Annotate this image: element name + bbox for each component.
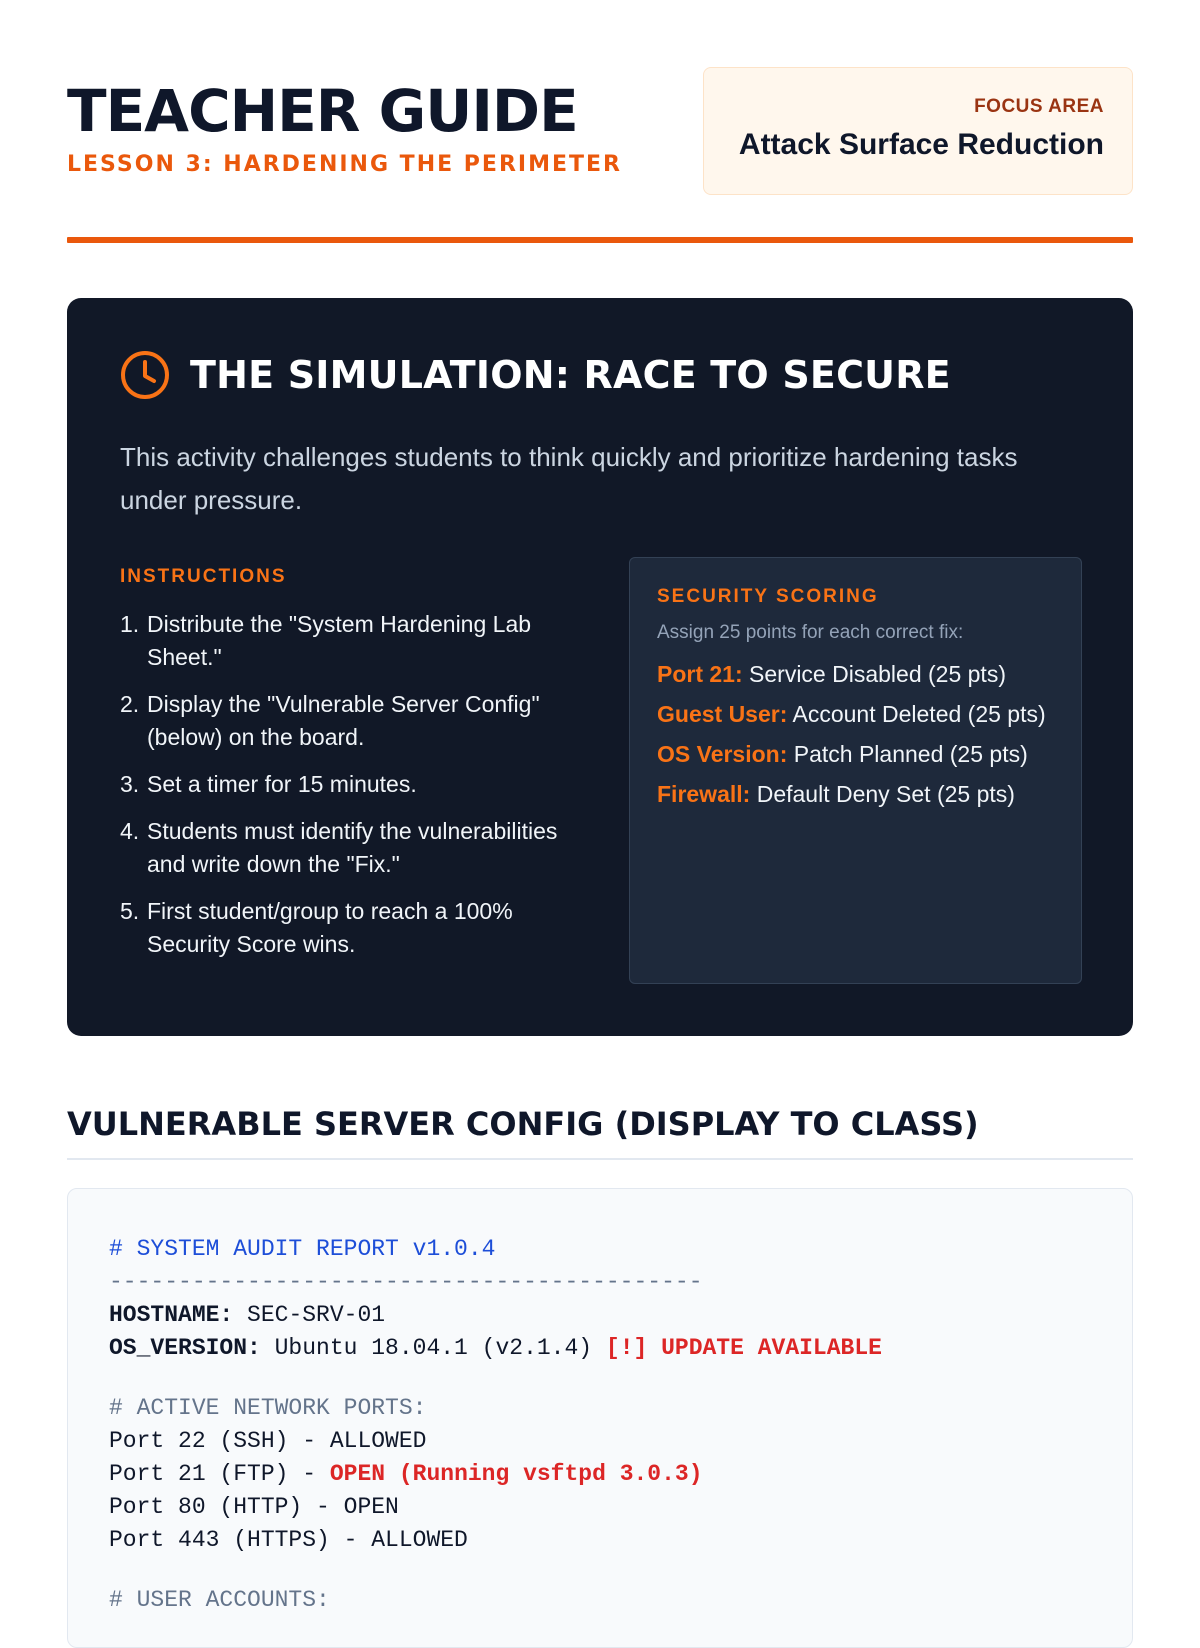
hostname-key: HOSTNAME: [109, 1302, 234, 1328]
instruction-item [120, 608, 590, 674]
scoring-item-key: OS Version: [657, 741, 788, 767]
report-header-line: # SYSTEM AUDIT REPORT v1.0.4 [109, 1236, 496, 1262]
instructions-column [120, 566, 590, 975]
scoring-item [657, 658, 1054, 691]
port-21-line [109, 1458, 1091, 1491]
security-scoring-box [629, 557, 1082, 984]
instruction-number: 4. [120, 818, 140, 844]
scoring-label: SECURITY SCORING [657, 586, 879, 607]
port-80-line: Port 80 (HTTP) - OPEN [109, 1494, 399, 1520]
instruction-number: 2. [120, 691, 140, 717]
audit-report-code-block [67, 1188, 1133, 1648]
instruction-text: Display the "Vulnerable Server Config" (below) on the board. [147, 691, 540, 750]
scoring-item-value: Default Deny Set (25 pts) [756, 781, 1015, 807]
scoring-item-key: Guest User: [657, 701, 788, 727]
users-header-line: # USER ACCOUNTS: [109, 1587, 330, 1613]
teacher-guide-page [67, 0, 1133, 1613]
section-divider [67, 1158, 1133, 1160]
instructions-label: INSTRUCTIONS [120, 566, 287, 587]
clock-icon [120, 350, 170, 400]
instruction-text: Set a timer for 15 minutes. [147, 771, 417, 797]
focus-area-value: Attack Surface Reduction [738, 128, 1104, 161]
scoring-item-key: Port 21: [657, 661, 743, 687]
instruction-text: First student/group to reach a 100% Security Score wins. [147, 898, 513, 957]
os-version-key: OS_VERSION: [109, 1335, 261, 1361]
instruction-item [120, 768, 590, 801]
port-443-line: Port 443 (HTTPS) - ALLOWED [109, 1527, 468, 1553]
simulation-title: THE SIMULATION: RACE TO SECURE [190, 353, 951, 397]
scoring-item [657, 778, 1054, 811]
scoring-item-value: Service Disabled (25 pts) [749, 661, 1006, 687]
page-title: TEACHER GUIDE [67, 77, 578, 145]
lesson-subtitle: LESSON 3: HARDENING THE PERIMETER [67, 152, 622, 177]
scoring-note: Assign 25 points for each correct fix: [657, 622, 964, 643]
instruction-text: Distribute the "System Hardening Lab Sheet." [147, 611, 532, 670]
hostname-line [109, 1299, 1091, 1332]
code-spacer [109, 1557, 1091, 1584]
page-header [67, 0, 1133, 245]
instruction-item [120, 815, 590, 881]
focus-area-box [703, 67, 1133, 195]
instruction-item [120, 688, 590, 754]
simulation-columns [120, 566, 1080, 1006]
instruction-item [120, 895, 590, 961]
simulation-heading [120, 350, 1080, 400]
os-update-alert: [!] UPDATE AVAILABLE [605, 1335, 882, 1361]
ports-header-line: # ACTIVE NETWORK PORTS: [109, 1395, 427, 1421]
os-version-value: Ubuntu 18.04.1 (v2.1.4) [260, 1335, 606, 1361]
instruction-number: 5. [120, 898, 140, 924]
port-21-alert: OPEN (Running vsftpd 3.0.3) [329, 1461, 703, 1487]
scoring-item [657, 738, 1054, 771]
hostname-value: SEC-SRV-01 [233, 1302, 386, 1328]
os-version-line [109, 1332, 1091, 1365]
simulation-intro: This activity challenges students to think quickly and prioritize hardening tasks under pressure. [120, 442, 1018, 515]
port-22-line: Port 22 (SSH) - ALLOWED [109, 1428, 427, 1454]
scoring-item-key: Firewall: [657, 781, 751, 807]
instruction-text: Students must identify the vulnerabilities and write down the "Fix." [147, 818, 558, 877]
report-divider-line: ------------------------------------------- [109, 1269, 703, 1295]
vulnerable-config-title: VULNERABLE SERVER CONFIG (DISPLAY TO CLASS) [67, 1105, 979, 1143]
scoring-item-value: Patch Planned (25 pts) [793, 741, 1028, 767]
code-spacer [109, 1365, 1091, 1392]
instructions-list [120, 608, 590, 961]
instruction-number: 1. [120, 611, 140, 637]
header-divider [67, 237, 1133, 243]
instruction-number: 3. [120, 771, 140, 797]
scoring-item-value: Account Deleted (25 pts) [792, 701, 1046, 727]
focus-area-label: FOCUS AREA [974, 96, 1104, 117]
simulation-panel [67, 298, 1133, 1036]
scoring-item [657, 698, 1054, 731]
scoring-list [657, 658, 1054, 811]
port-21-prefix: Port 21 (FTP) - [109, 1461, 330, 1487]
